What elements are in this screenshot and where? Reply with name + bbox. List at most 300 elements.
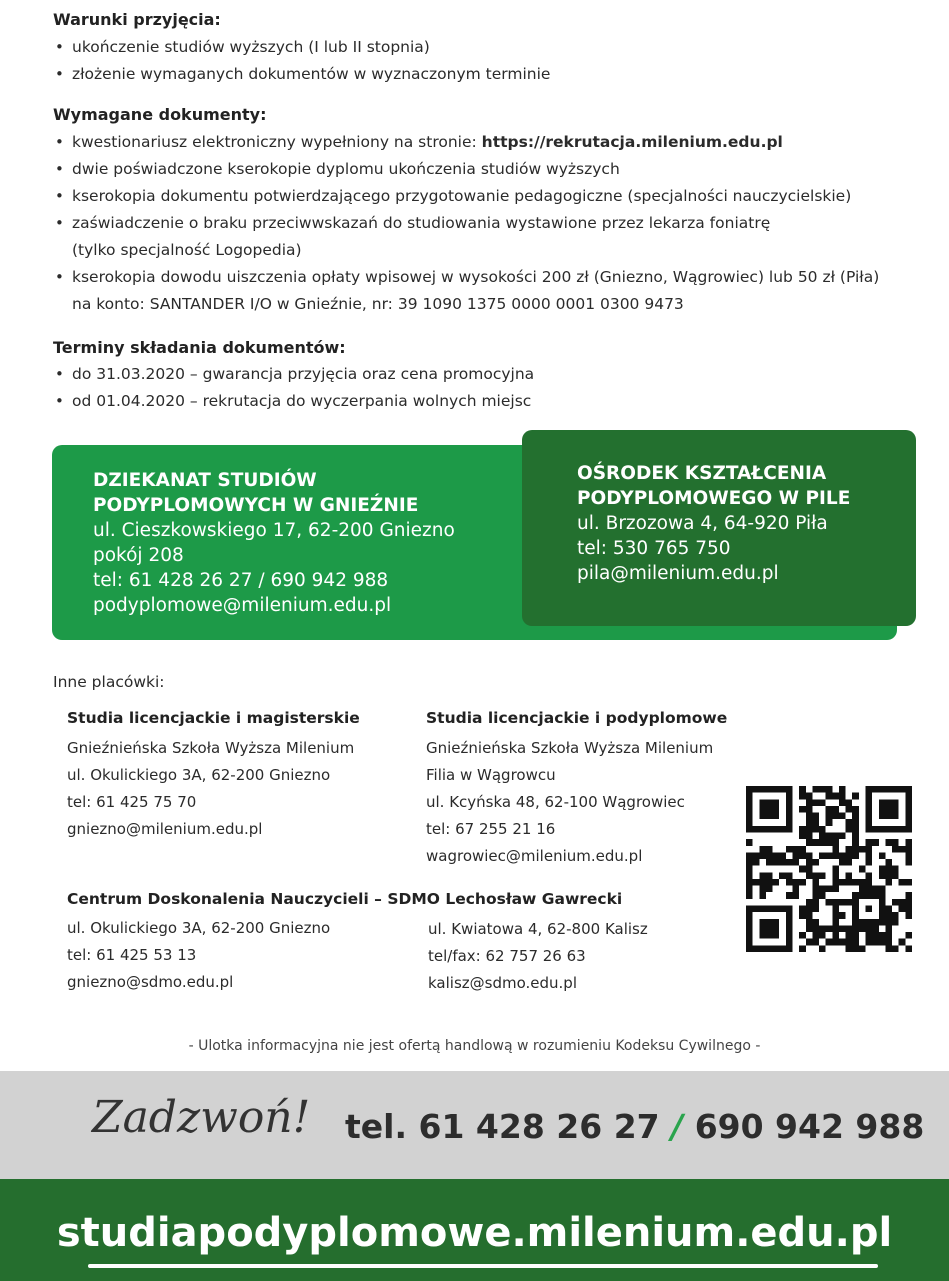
qr-module [879, 866, 886, 873]
col1-line: Gnieźnieńska Szkoła Wyższa Milenium [67, 739, 355, 757]
recruitment-link[interactable]: https://rekrutacja.milenium.edu.pl [481, 133, 783, 151]
qr-module [753, 879, 760, 886]
qr-module [779, 859, 786, 866]
list-item: • ukończenie studiów wyższych (I lub II stopnia) [53, 34, 550, 61]
cdn-heading: Centrum Doskonalenia Nauczycieli – SDMO Lechosław Gawrecki [67, 890, 623, 908]
col2-email[interactable]: wagrowiec@milenium.edu.pl [426, 847, 643, 865]
qr-module [799, 832, 806, 839]
qr-module [839, 813, 846, 820]
list-item-text: kwestionariusz elektroniczny wypełniony na stronie: [72, 133, 482, 151]
qr-module [759, 892, 766, 899]
col2-line: ul. Kcyńska 48, 62-100 Wągrowiec [426, 793, 685, 811]
qr-module [806, 939, 813, 946]
qr-module [852, 832, 859, 839]
qr-module [812, 813, 819, 820]
office-gniezno-title: DZIEKANAT STUDIÓW [93, 470, 317, 491]
qr-module [905, 912, 912, 919]
disclaimer: - Ulotka informacyjna nie jest ofertą handlową w rozumieniu Kodeksu Cywilnego - [188, 1038, 761, 1054]
qr-module [832, 852, 839, 859]
qr-module [786, 892, 793, 899]
qr-module [846, 859, 853, 866]
qr-module [839, 899, 846, 906]
col2-line: Gnieźnieńska Szkoła Wyższa Milenium [426, 739, 714, 757]
office-gniezno-address: ul. Cieszkowskiego 17, 62-200 Gniezno [93, 520, 455, 541]
documents-heading: Wymagane dokumenty: [53, 105, 267, 124]
call-phone-numbers[interactable] [345, 1107, 924, 1146]
qr-module [852, 932, 859, 939]
qr-module [759, 872, 766, 879]
cdn-right-email[interactable]: kalisz@sdmo.edu.pl [428, 974, 577, 992]
office-pila-address: ul. Brzozowa 4, 64-920 Piła [577, 513, 828, 534]
qr-module [859, 879, 866, 886]
qr-module [899, 899, 906, 906]
qr-module [799, 906, 806, 913]
qr-module [819, 799, 826, 806]
qr-module [892, 899, 899, 906]
qr-module [746, 839, 753, 846]
qr-module [852, 925, 859, 932]
qr-module [885, 879, 892, 886]
qr-module [846, 819, 853, 826]
qr-module [839, 912, 846, 919]
qr-module [866, 852, 873, 859]
qr-module [839, 939, 846, 946]
qr-module [905, 945, 912, 952]
qr-module [826, 813, 833, 820]
qr-module [826, 925, 833, 932]
office-gniezno-phone[interactable]: tel: 61 428 26 27 / 690 942 988 [93, 570, 389, 591]
phone-separator: / [671, 1107, 684, 1146]
qr-module [786, 872, 793, 879]
qr-module [799, 912, 806, 919]
qr-module [866, 859, 873, 866]
qr-module [812, 826, 819, 833]
qr-module [846, 939, 853, 946]
col1-phone[interactable]: tel: 61 425 75 70 [67, 793, 197, 811]
qr-module [812, 919, 819, 926]
qr-module [846, 826, 853, 833]
qr-module [792, 892, 799, 899]
qr-module [879, 799, 899, 819]
office-pila-title: PODYPLOMOWEGO W PILE [577, 488, 851, 509]
qr-module [746, 859, 753, 866]
qr-code-graphic [746, 786, 912, 952]
cdn-left-phone[interactable]: tel: 61 425 53 13 [67, 946, 197, 964]
qr-module [832, 899, 839, 906]
qr-module [826, 786, 833, 793]
qr-module [773, 879, 780, 886]
conditions-heading: Warunki przyjęcia: [53, 10, 221, 29]
qr-module [846, 852, 853, 859]
qr-module [866, 939, 873, 946]
documents-list [53, 129, 879, 318]
qr-module [839, 852, 846, 859]
qr-module [846, 945, 853, 952]
qr-module [846, 899, 853, 906]
col2-details [426, 735, 713, 870]
qr-module [819, 872, 826, 879]
qr-module [806, 806, 813, 813]
qr-module [799, 793, 806, 800]
qr-module [766, 879, 773, 886]
qr-module [852, 852, 859, 859]
phone-primary[interactable]: tel. 61 428 26 27 [345, 1107, 660, 1146]
qr-module [866, 925, 873, 932]
qr-module [759, 799, 779, 819]
deadlines-list [53, 361, 534, 415]
qr-module [812, 799, 819, 806]
qr-module [759, 879, 766, 886]
qr-module [812, 872, 819, 879]
qr-module [832, 839, 839, 846]
qr-module [852, 826, 859, 833]
qr-module [846, 799, 853, 806]
qr-module [852, 879, 859, 886]
cdn-left-line: ul. Okulickiego 3A, 62-200 Gniezno [67, 919, 331, 937]
qr-module [846, 879, 853, 886]
office-pila-phone[interactable]: tel: 530 765 750 [577, 538, 731, 559]
qr-module [839, 786, 846, 793]
call-slogan: Zadzwoń! [92, 1092, 311, 1143]
office-pila-title: OŚRODEK KSZTAŁCENIA [577, 463, 827, 484]
qr-module [759, 846, 766, 853]
qr-module [866, 846, 873, 853]
qr-module [832, 813, 839, 820]
qr-module [819, 839, 826, 846]
cdn-left-details [67, 915, 330, 996]
qr-module [885, 932, 892, 939]
qr-module [766, 872, 773, 879]
qr-module [905, 852, 912, 859]
qr-module [753, 852, 760, 859]
qr-module [885, 939, 892, 946]
qr-module [826, 819, 833, 826]
qr-module [905, 839, 912, 846]
qr-module [852, 793, 859, 800]
phone-secondary[interactable]: 690 942 988 [694, 1107, 925, 1146]
qr-module [846, 932, 853, 939]
qr-module [826, 899, 833, 906]
qr-module [832, 919, 839, 926]
list-item: • kserokopia dokumentu potwierdzającego przygotowanie pedagogiczne (specjalności nauczycielskie) [53, 183, 879, 210]
website-link[interactable]: studiapodyplomowe.milenium.edu.pl [56, 1210, 893, 1256]
qr-module [899, 906, 906, 913]
office-gniezno-room: pokój 208 [93, 545, 184, 566]
qr-module [892, 839, 899, 846]
qr-module [872, 925, 879, 932]
qr-module [839, 925, 846, 932]
qr-module [885, 919, 892, 926]
qr-module [832, 879, 839, 886]
qr-module [812, 879, 819, 886]
qr-module [879, 852, 886, 859]
qr-module [832, 846, 839, 853]
qr-module [852, 939, 859, 946]
qr-module [905, 879, 912, 886]
qr-module [885, 912, 892, 919]
office-gniezno-title: PODYPLOMOWYCH W GNIEŹNIE [93, 495, 419, 516]
qr-module [866, 879, 873, 886]
col1-details [67, 735, 354, 843]
qr-module [819, 852, 826, 859]
qr-module [852, 846, 859, 853]
qr-module [806, 919, 813, 926]
qr-module [832, 939, 839, 946]
qr-module [832, 793, 839, 800]
qr-module [832, 832, 839, 839]
qr-module [786, 846, 793, 853]
qr-module [812, 786, 819, 793]
qr-module [806, 852, 813, 859]
qr-module [852, 945, 859, 952]
qr-module [866, 906, 873, 913]
qr-module [905, 892, 912, 899]
qr-module [879, 872, 886, 879]
office-pila-email[interactable]: pila@milenium.edu.pl [577, 563, 779, 584]
cdn-right-line: ul. Kwiatowa 4, 62-800 Kalisz [428, 920, 648, 938]
qr-module [792, 846, 799, 853]
qr-module [792, 859, 799, 866]
qr-module [872, 939, 879, 946]
list-item: • dwie poświadczone kserokopie dyplomu ukończenia studiów wyższych [53, 156, 879, 183]
qr-module [846, 872, 853, 879]
qr-module [892, 846, 899, 853]
qr-module [746, 892, 753, 899]
qr-module [806, 866, 813, 873]
qr-module [872, 932, 879, 939]
qr-module [812, 906, 819, 913]
qr-module [799, 852, 806, 859]
qr-module [852, 813, 859, 820]
qr-module [792, 886, 799, 893]
qr-module [806, 839, 813, 846]
qr-module [826, 852, 833, 859]
qr-module [819, 826, 826, 833]
qr-module [826, 886, 833, 893]
qr-module [786, 859, 793, 866]
qr-module [866, 932, 873, 939]
qr-module [766, 886, 773, 893]
qr-module [852, 839, 859, 846]
qr-module [792, 879, 799, 886]
qr-module [826, 832, 833, 839]
qr-module [892, 919, 899, 926]
qr-module [885, 859, 892, 866]
qr-module [799, 945, 806, 952]
list-item-text: kserokopia dowodu uiszczenia opłaty wpisowej w wysokości 200 zł (Gniezno, Wągrowiec) lub 50 zł (Piła) [72, 268, 880, 286]
qr-module [766, 846, 773, 853]
qr-module [773, 859, 780, 866]
qr-module [885, 866, 892, 873]
list-item-text: zaświadczenie o braku przeciwwskazań do studiowania wystawione przez lekarza foniatrę [72, 214, 771, 232]
qr-module [812, 839, 819, 846]
qr-module [899, 939, 906, 946]
website-underline [88, 1264, 878, 1268]
office-pila-details [577, 461, 850, 586]
qr-module [859, 925, 866, 932]
qr-module [832, 912, 839, 919]
qr-module [819, 945, 826, 952]
qr-module [826, 806, 833, 813]
qr-module [799, 786, 806, 793]
qr-module [899, 879, 906, 886]
qr-module [806, 813, 813, 820]
qr-module [799, 806, 806, 813]
office-gniezno-details [93, 468, 455, 618]
qr-module [859, 886, 866, 893]
qr-module [779, 852, 786, 859]
qr-module [885, 925, 892, 932]
qr-module [812, 886, 819, 893]
qr-module [806, 906, 813, 913]
qr-module [773, 852, 780, 859]
qr-module [879, 932, 886, 939]
qr-module [859, 866, 866, 873]
qr-module [806, 859, 813, 866]
qr-module [905, 859, 912, 866]
qr-module [832, 932, 839, 939]
qr-module [759, 886, 766, 893]
qr-module [759, 919, 779, 939]
qr-module [839, 832, 846, 839]
qr-module [819, 886, 826, 893]
qr-module [839, 799, 846, 806]
col1-heading: Studia licencjackie i magisterskie [67, 709, 360, 727]
qr-module [806, 793, 813, 800]
list-item [53, 129, 879, 156]
qr-module [879, 886, 886, 893]
qr-module [806, 912, 813, 919]
qr-module [806, 799, 813, 806]
qr-module [885, 906, 892, 913]
list-item: • od 01.04.2020 – rekrutacja do wyczerpania wolnych miejsc [53, 388, 534, 415]
col2-line: Filia w Wągrowcu [426, 766, 556, 784]
conditions-list [53, 34, 550, 88]
list-item-text: (tylko specjalność Logopedia) [72, 241, 302, 259]
qr-module [846, 925, 853, 932]
qr-module [839, 879, 846, 886]
qr-module [786, 879, 793, 886]
qr-module [806, 872, 813, 879]
deadlines-heading: Terminy składania dokumentów: [53, 338, 346, 357]
qr-module [872, 839, 879, 846]
qr-module [819, 832, 826, 839]
qr-module [753, 859, 760, 866]
other-locations-label: Inne placówki: [53, 673, 165, 691]
qr-module [859, 945, 866, 952]
list-item [53, 264, 879, 318]
qr-module [866, 839, 873, 846]
qr-module [832, 806, 839, 813]
qr-module [819, 786, 826, 793]
qr-module [812, 819, 819, 826]
qr-module [826, 793, 833, 800]
qr-module [832, 906, 839, 913]
qr-module [866, 886, 873, 893]
cdn-right-phone[interactable]: tel/fax: 62 757 26 63 [428, 947, 586, 965]
col2-phone[interactable]: tel: 67 255 21 16 [426, 820, 556, 838]
qr-module [806, 925, 813, 932]
cdn-left-email[interactable]: gniezno@sdmo.edu.pl [67, 973, 234, 991]
qr-module [812, 932, 819, 939]
list-item: • do 31.03.2020 – gwarancja przyjęcia oraz cena promocyjna [53, 361, 534, 388]
qr-module [806, 899, 813, 906]
list-item [53, 210, 879, 264]
qr-module [846, 846, 853, 853]
qr-module [806, 832, 813, 839]
qr-module [799, 879, 806, 886]
qr-module [746, 879, 753, 886]
qr-module [905, 932, 912, 939]
qr-module [812, 899, 819, 906]
qr-module [905, 846, 912, 853]
qr-module [812, 859, 819, 866]
qr-module [832, 886, 839, 893]
qr-module [892, 945, 899, 952]
qr-module [839, 793, 846, 800]
qr-module [812, 939, 819, 946]
col1-email[interactable]: gniezno@milenium.edu.pl [67, 820, 263, 838]
qr-module [852, 819, 859, 826]
qr-module [799, 866, 806, 873]
qr-module [819, 925, 826, 932]
qr-module [899, 846, 906, 853]
qr-module [799, 932, 806, 939]
qr-module [746, 886, 753, 893]
qr-module [799, 846, 806, 853]
col1-line: ul. Okulickiego 3A, 62-200 Gniezno [67, 766, 331, 784]
qr-module [819, 932, 826, 939]
qr-module [832, 866, 839, 873]
qr-module [885, 839, 892, 846]
qr-module [892, 912, 899, 919]
qr-module [826, 839, 833, 846]
list-item: • złożenie wymaganych dokumentów w wyznaczonym terminie [53, 61, 550, 88]
qr-module [746, 872, 753, 879]
qr-module [746, 866, 753, 873]
qr-module [766, 852, 773, 859]
qr-module [905, 899, 912, 906]
qr-module [759, 852, 766, 859]
qr-module [879, 939, 886, 946]
qr-module [806, 826, 813, 833]
cdn-right-details [428, 916, 648, 997]
qr-module [872, 886, 879, 893]
qr-module [812, 892, 819, 899]
qr-module [799, 826, 806, 833]
qr-module [832, 872, 839, 879]
qr-module [859, 846, 866, 853]
qr-code-icon [746, 786, 912, 952]
qr-module [885, 945, 892, 952]
qr-module [846, 806, 853, 813]
qr-module [746, 852, 753, 859]
qr-module [866, 872, 873, 879]
office-gniezno-email[interactable]: podyplomowe@milenium.edu.pl [93, 595, 392, 616]
qr-module [892, 866, 899, 873]
list-item-text: na konto: SANTANDER I/O w Gnieźnie, nr: 39 1090 1375 0000 0001 0300 9473 [72, 295, 684, 313]
qr-module [839, 859, 846, 866]
qr-module [892, 872, 899, 879]
qr-module [819, 892, 826, 899]
qr-module [806, 819, 813, 826]
col2-heading: Studia licencjackie i podyplomowe [426, 709, 728, 727]
qr-module [779, 872, 786, 879]
qr-module [766, 859, 773, 866]
qr-module [792, 852, 799, 859]
qr-module [832, 925, 839, 932]
qr-module [812, 925, 819, 932]
